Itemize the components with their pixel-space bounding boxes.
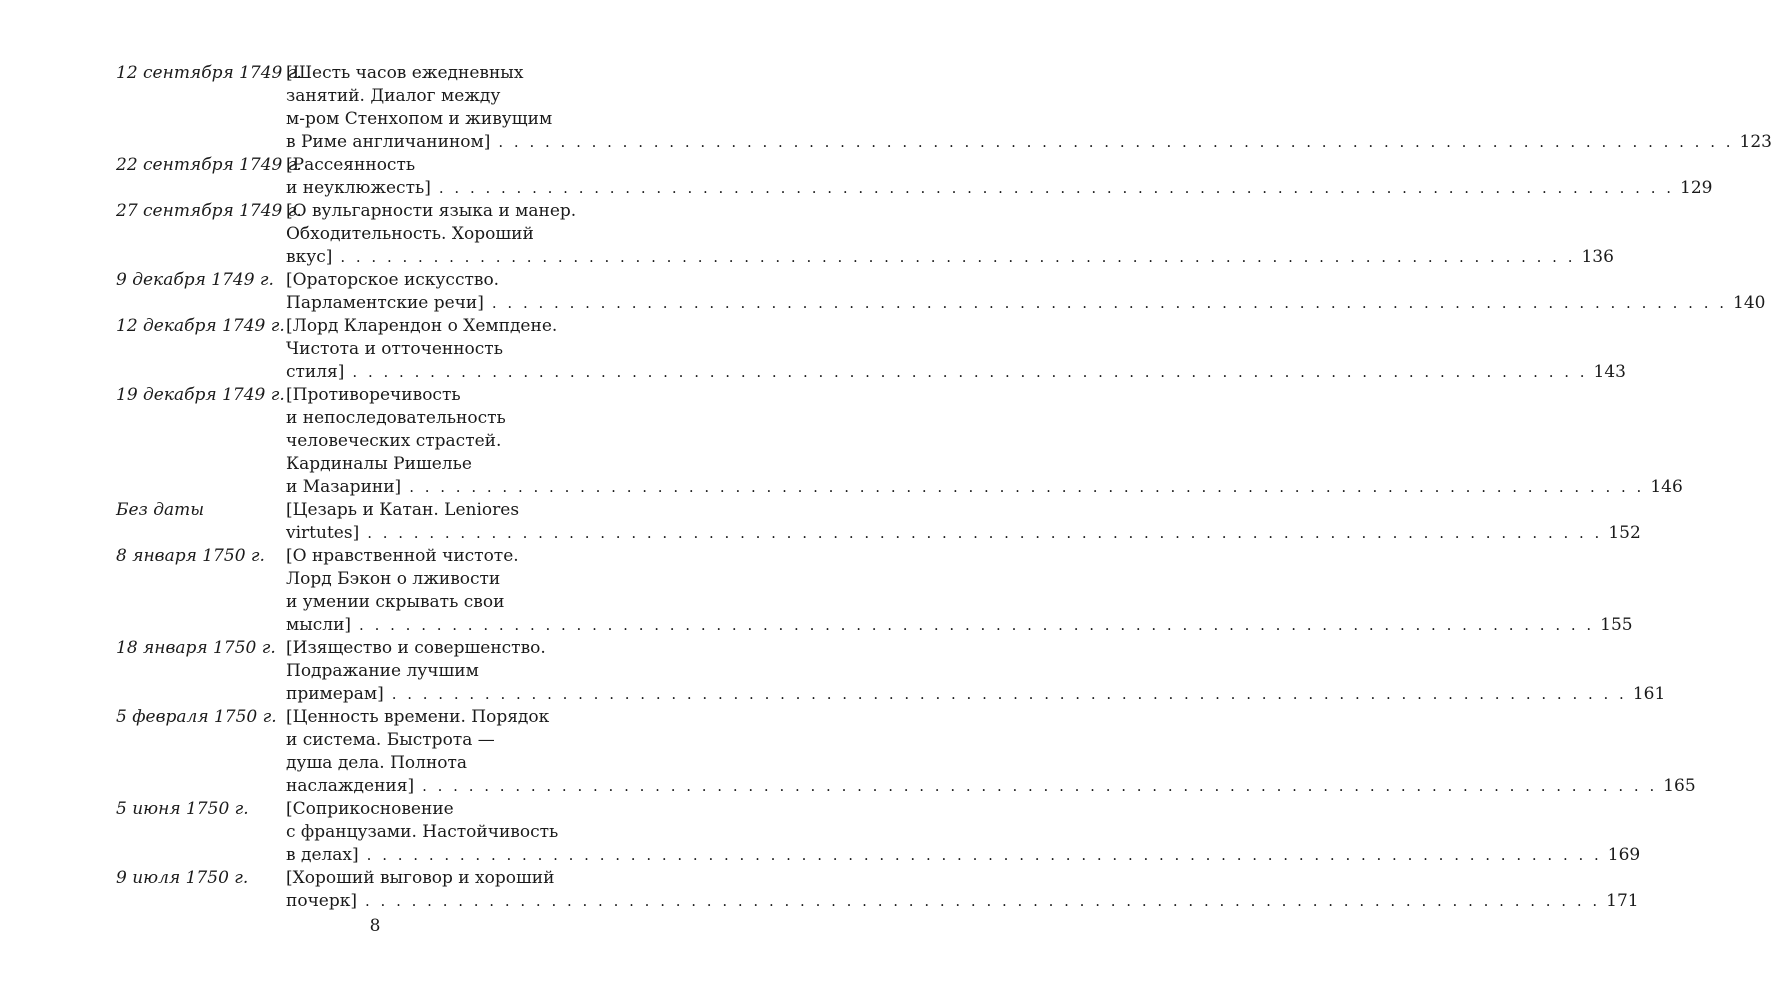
- toc-entry[interactable]: [116, 637, 1666, 706]
- dot-leader: . . . . . . . . . . . . . . . . . . . . . . . . . . . . . . . . . . . . . . . . . . . . . . . . . . . . . . . . . . . . . . . . . . . . . . . . . . . . . . . .: [391, 685, 1627, 703]
- entry-title: [286, 269, 1765, 315]
- entry-title-line: Чистота и отточенность: [286, 339, 503, 359]
- dot-leader: . . . . . . . . . . . . . . . . . . . . . . . . . . . . . . . . . . . . . . . . . . . . . . . . . . . . . . . . . . . . . . . . . . . . . . . . . . . . . . . .: [340, 248, 1576, 266]
- entry-title-line: [Шесть часов ежедневных: [286, 63, 524, 83]
- entry-title-line: virtutes]: [286, 523, 360, 543]
- dot-leader: . . . . . . . . . . . . . . . . . . . . . . . . . . . . . . . . . . . . . . . . . . . . . . . . . . . . . . . . . . . . . . . . . . . . . . . . . . . . . . . .: [352, 363, 1588, 381]
- entry-last-line: [286, 131, 1772, 154]
- page-number: 8: [369, 916, 381, 936]
- entry-title-line: с французами. Настойчивость: [286, 822, 559, 842]
- entry-date: 12 сентября 1749 г.: [116, 63, 302, 83]
- entry-title-line: наслаждения]: [286, 776, 415, 796]
- entry-title-line: Кардиналы Ришелье: [286, 454, 472, 474]
- entry-last-line: [286, 292, 1765, 315]
- entry-title: [286, 315, 1626, 384]
- entry-title-line: [Рассеянность: [286, 155, 416, 175]
- entry-title-line: почерк]: [286, 891, 358, 911]
- entry-title-line: и непоследовательность: [286, 408, 506, 428]
- entry-title-line: и неуклюжесть]: [286, 178, 431, 198]
- toc-entry[interactable]: [116, 154, 1713, 200]
- dot-leader: . . . . . . . . . . . . . . . . . . . . . . . . . . . . . . . . . . . . . . . . . . . . . . . . . . . . . . . . . . . . . . . . . . . . . . . . . . . . . . . .: [491, 294, 1728, 312]
- entry-title-line: [Хороший выговор и хороший: [286, 868, 555, 888]
- entry-last-line: [286, 246, 1614, 269]
- entry-title-line: и Мазарини]: [286, 477, 402, 497]
- entry-date: 22 сентября 1749 г.: [116, 155, 302, 175]
- entry-title-line: душа дела. Полнота: [286, 753, 468, 773]
- entry-page-number: 152: [1608, 523, 1641, 543]
- entry-title-line: [Соприкосновение: [286, 799, 454, 819]
- entry-title-line: и умении скрывать свои: [286, 592, 505, 612]
- entry-title-line: Подражание лучшим: [286, 661, 479, 681]
- entry-title-line: Лорд Бэкон о лживости: [286, 569, 501, 589]
- entry-page-number: 146: [1650, 477, 1683, 497]
- entry-title: [286, 384, 1683, 499]
- entry-title: [286, 867, 1639, 913]
- entry-last-line: [286, 177, 1712, 200]
- entry-title: [286, 545, 1633, 637]
- dot-leader: . . . . . . . . . . . . . . . . . . . . . . . . . . . . . . . . . . . . . . . . . . . . . . . . . . . . . . . . . . . . . . . . . . . . . . . . . . . . . . . .: [438, 179, 1674, 197]
- entry-last-line: [286, 775, 1696, 798]
- entry-date: 5 февраля 1750 г.: [116, 707, 277, 727]
- entry-page-number: 169: [1607, 845, 1641, 865]
- entry-page-number: 136: [1581, 247, 1614, 267]
- entry-date: 19 декабря 1749 г.: [116, 385, 285, 405]
- entry-page-number: 129: [1680, 178, 1713, 198]
- entry-date: 8 января 1750 г.: [116, 546, 265, 566]
- toc-entry[interactable]: [116, 867, 1639, 913]
- entry-title: [286, 200, 1614, 269]
- dot-leader: . . . . . . . . . . . . . . . . . . . . . . . . . . . . . . . . . . . . . . . . . . . . . . . . . . . . . . . . . . . . . . . . . . . . . . . . . . . . . . . .: [367, 524, 1603, 542]
- entry-title-line: в делах]: [286, 845, 359, 865]
- entry-title-line: м-ром Стенхопом и живущим: [286, 109, 553, 129]
- entry-title: [286, 499, 1641, 545]
- entry-page-number: 171: [1606, 891, 1639, 911]
- entry-last-line: [286, 890, 1639, 913]
- toc-entry[interactable]: [116, 200, 1614, 269]
- entry-title-line: [Изящество и совершенство.: [286, 638, 546, 658]
- entry-title: [286, 62, 1772, 154]
- toc-entry[interactable]: [116, 499, 1641, 545]
- entry-page-number: 143: [1593, 362, 1626, 382]
- entry-last-line: [286, 361, 1626, 384]
- entry-title-line: вкус]: [286, 247, 333, 267]
- dot-leader: . . . . . . . . . . . . . . . . . . . . . . . . . . . . . . . . . . . . . . . . . . . . . . . . . . . . . . . . . . . . . . . . . . . . . . . . . . . . . . . .: [359, 616, 1595, 634]
- entry-title: [286, 637, 1665, 706]
- entry-title: [286, 706, 1696, 798]
- entry-title-line: и система. Быстрота —: [286, 730, 495, 750]
- toc-entry[interactable]: [116, 269, 1766, 315]
- entry-title-line: в Риме англичанином]: [286, 132, 491, 152]
- entry-title-line: [Цезарь и Катан. Leniores: [286, 500, 520, 520]
- dot-leader: . . . . . . . . . . . . . . . . . . . . . . . . . . . . . . . . . . . . . . . . . . . . . . . . . . . . . . . . . . . . . . . . . . . . . . . . . . . . . . . .: [366, 846, 1602, 864]
- entry-last-line: [286, 614, 1633, 637]
- entry-last-line: [286, 476, 1683, 499]
- entry-date: 18 января 1750 г.: [116, 638, 276, 658]
- entry-page-number: 123: [1739, 132, 1772, 152]
- toc-entry[interactable]: [116, 706, 1696, 798]
- entry-last-line: [286, 844, 1640, 867]
- dot-leader: . . . . . . . . . . . . . . . . . . . . . . . . . . . . . . . . . . . . . . . . . . . . . . . . . . . . . . . . . . . . . . . . . . . . . . . . . . . . . . . .: [422, 777, 1658, 795]
- entry-title-line: [Лорд Кларендон о Хемпдене.: [286, 316, 558, 336]
- toc-entry[interactable]: [116, 545, 1633, 637]
- entry-title-line: [О нравственной чистоте.: [286, 546, 519, 566]
- entry-title-line: примерам]: [286, 684, 384, 704]
- dot-leader: . . . . . . . . . . . . . . . . . . . . . . . . . . . . . . . . . . . . . . . . . . . . . . . . . . . . . . . . . . . . . . . . . . . . . . . . . . . . . . . .: [409, 478, 1645, 496]
- dot-leader: . . . . . . . . . . . . . . . . . . . . . . . . . . . . . . . . . . . . . . . . . . . . . . . . . . . . . . . . . . . . . . . . . . . . . . . . . . . . . . . .: [365, 892, 1601, 910]
- entry-title-line: занятий. Диалог между: [286, 86, 501, 106]
- entry-title-line: стиля]: [286, 362, 345, 382]
- toc-entry[interactable]: [116, 62, 1772, 154]
- entry-title-line: [Ораторское искусство.: [286, 270, 500, 290]
- entry-page-number: 155: [1600, 615, 1633, 635]
- toc-entry[interactable]: [116, 315, 1626, 384]
- entry-date: 9 июля 1750 г.: [116, 868, 249, 888]
- entry-title: [286, 798, 1640, 867]
- entry-date: 27 сентября 1749 г.: [116, 201, 302, 221]
- entry-date: Без даты: [116, 500, 205, 520]
- entry-title-line: мысли]: [286, 615, 352, 635]
- entry-title-line: Обходительность. Хороший: [286, 224, 534, 244]
- toc-entry[interactable]: [116, 798, 1641, 867]
- entry-last-line: [286, 683, 1665, 706]
- dot-leader: . . . . . . . . . . . . . . . . . . . . . . . . . . . . . . . . . . . . . . . . . . . . . . . . . . . . . . . . . . . . . . . . . . . . . . . . . . . . . . . .: [498, 133, 1734, 151]
- entry-page-number: 140: [1733, 293, 1766, 313]
- entry-page-number: 161: [1632, 684, 1666, 704]
- entry-last-line: [286, 522, 1641, 545]
- table-of-contents: [116, 62, 1772, 913]
- entry-title-line: [О вульгарности языка и манер.: [286, 201, 577, 221]
- entry-date: 12 декабря 1749 г.: [116, 316, 285, 336]
- entry-date: 5 июня 1750 г.: [116, 799, 249, 819]
- entry-title-line: [Ценность времени. Порядок: [286, 707, 550, 727]
- entry-date: 9 декабря 1749 г.: [116, 270, 274, 290]
- entry-title-line: [Противоречивость: [286, 385, 461, 405]
- entry-page-number: 165: [1663, 776, 1696, 796]
- entry-title-line: человеческих страстей.: [286, 431, 502, 451]
- entry-title-line: Парламентские речи]: [286, 293, 484, 313]
- toc-entry[interactable]: [116, 384, 1683, 499]
- entry-title: [286, 154, 1712, 200]
